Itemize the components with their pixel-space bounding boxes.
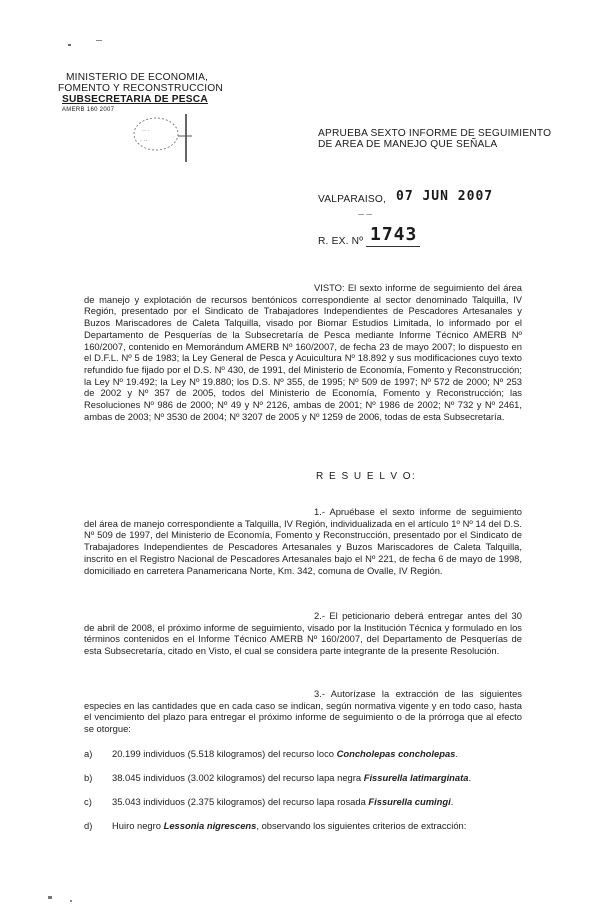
item-label: b) — [84, 772, 93, 783]
office-stamp — [128, 112, 194, 164]
resolution-underline — [366, 246, 420, 247]
item-text: Huiro negro — [112, 820, 161, 831]
item-species: Lessonia nigrescens — [163, 820, 257, 831]
item-tail: . — [455, 748, 458, 759]
list-item — [84, 796, 453, 808]
resolution-number: 1743 — [370, 224, 418, 245]
list-item — [84, 748, 458, 760]
svg-text:· ··: · ·· — [140, 138, 148, 144]
item-label: d) — [84, 820, 93, 831]
item-label: c) — [84, 796, 92, 807]
item-text: 20.199 individuos (5.518 kilogramos) del recurso loco — [112, 748, 334, 759]
number-prefix-mark: — — — [358, 212, 373, 218]
subsecretaria-title: SUBSECRETARIA DE PESCA — [62, 94, 208, 105]
resolution-label: R. EX. Nº — [318, 236, 364, 247]
item-species: Concholepas concholepas — [336, 748, 456, 759]
subject-line-1: APRUEBA SEXTO INFORME DE SEGUIMIENTO — [318, 128, 552, 139]
corner-mark — [96, 40, 102, 41]
list-item — [84, 820, 466, 832]
paragraph-2-text: 2.- El peticionario deberá entregar antes del 30 de abril de 2008, el próximo informe de seguimiento, visado por la Institución Técnica y formulado en los términos contenidos en el Informe Técnico AMERB Nº 160/2007, del Departamento de Pesquerías de esta Subsecretaría, citado en Visto, el cual se considera parte integrante de la presente Resolución. — [84, 610, 522, 657]
resuelvo-heading: R E S U E L V O: — [316, 471, 417, 482]
item-text: 38.045 individuos (3.002 kilogramos) del recurso lapa negra — [112, 772, 362, 783]
ministry-line-2: FOMENTO Y RECONSTRUCCION — [58, 83, 223, 94]
visto-paragraph — [84, 282, 522, 422]
visto-text: VISTO: El sexto informe de seguimiento del área de manejo y explotación de recursos bentónicos correspondiente al sector denominado Talquilla, IV Región, presentado por el Sindicato de Trabajadores Independientes de Pescadores Artesanales y Buzos Mariscadores de Caleta Talquilla, visado por Biomar Estudios Limitada, lo informado por el Departamento de Pesquerías de la Subsecretaría de Pesca mediante Informe Técnico AMERB Nº 160/2007, contenido en Memorándum AMERB Nº 160/2007, de fecha 23 de mayo 2007; lo dispuesto en el D.F.L. Nº 5 de 1983; la Ley General de Pesca y Acuicultura Nº 18.892 y sus modificaciones cuyo texto refundido fue fijado por el D.S. Nº 430, de 1991, del Ministerio de Economía, Fomento y Reconstrucción; la Ley Nº 19.492; la Ley Nº 19.880; los D.S. Nº 355, de 1995; Nº 509 de 1997; Nº 572 de 2000; Nº 253 de 2002 y Nº 357 de 2005, todos del Ministerio de Economía, Fomento y Reconstrucción; las Resoluciones Nº 986 de 2000; Nº 49 y Nº 2126, ambas de 2001; Nº 1986 de 2002; Nº 732 y Nº 2461, ambas de 2003; Nº 3530 de 2004; Nº 3207 de 2005 y Nº 1259 de 2006, todas de esta Subsecretaría. — [84, 282, 522, 422]
item-species: Fissurella latimarginata — [363, 772, 469, 783]
svg-text:·· ·: ·· · — [142, 128, 150, 134]
item-label: a) — [84, 748, 93, 759]
item-tail: . — [468, 772, 472, 783]
item-tail: , observando los siguientes criterios de extracción: — [256, 820, 467, 831]
resolution-paragraph-2 — [84, 610, 522, 657]
item-species: Fissurella cumingi — [368, 796, 451, 807]
scan-mark — [70, 900, 72, 902]
item-text: 35.043 individuos (2.375 kilogramos) del recurso lapa rosada — [112, 796, 366, 807]
subject-line-2: DE AREA DE MANEJO QUE SEÑALA — [318, 139, 498, 150]
date-stamp: 07 JUN 2007 — [396, 189, 494, 204]
resolution-paragraph-3 — [84, 688, 522, 735]
paragraph-1-text: 1.- Apruébase el sexto informe de seguimiento del área de manejo correspondiente a Talquilla, IV Región, individualizada en el artículo 1º Nº 14 del D.S. Nº 509 de 1997, del Ministerio de Economía, Fomento y Reconstrucción, presentado por el Sindicato de Trabajadores Independientes de Pescadores Artesanales y Buzos Mariscadores de Caleta Talquilla, inscrito en el Registro Nacional de Pescadores Artesanales bajo el Nº 221, de fecha 6 de mayo de 1998, domiciliado en carretera Panamericana Norte, Km. 342, comuna de Ovalle, IV Región. — [84, 506, 522, 576]
ref-small: AMERB 160 2007 — [62, 107, 115, 113]
list-item — [84, 772, 471, 784]
resolution-paragraph-1 — [84, 506, 522, 576]
city-label: VALPARAISO, — [318, 194, 387, 205]
item-tail: . — [450, 796, 454, 807]
corner-mark — [68, 44, 71, 46]
scan-mark — [48, 896, 52, 899]
paragraph-3-text: 3.- Autorízase la extracción de las siguientes especies en las cantidades que en cada caso se indican, según normativa vigente y en todo caso, hasta el vencimiento del plazo para entregar el próximo informe de seguimiento o de la prórroga que al efecto se otorgue: — [84, 688, 522, 735]
ministry-line-1: MINISTERIO DE ECONOMIA, — [66, 72, 209, 83]
